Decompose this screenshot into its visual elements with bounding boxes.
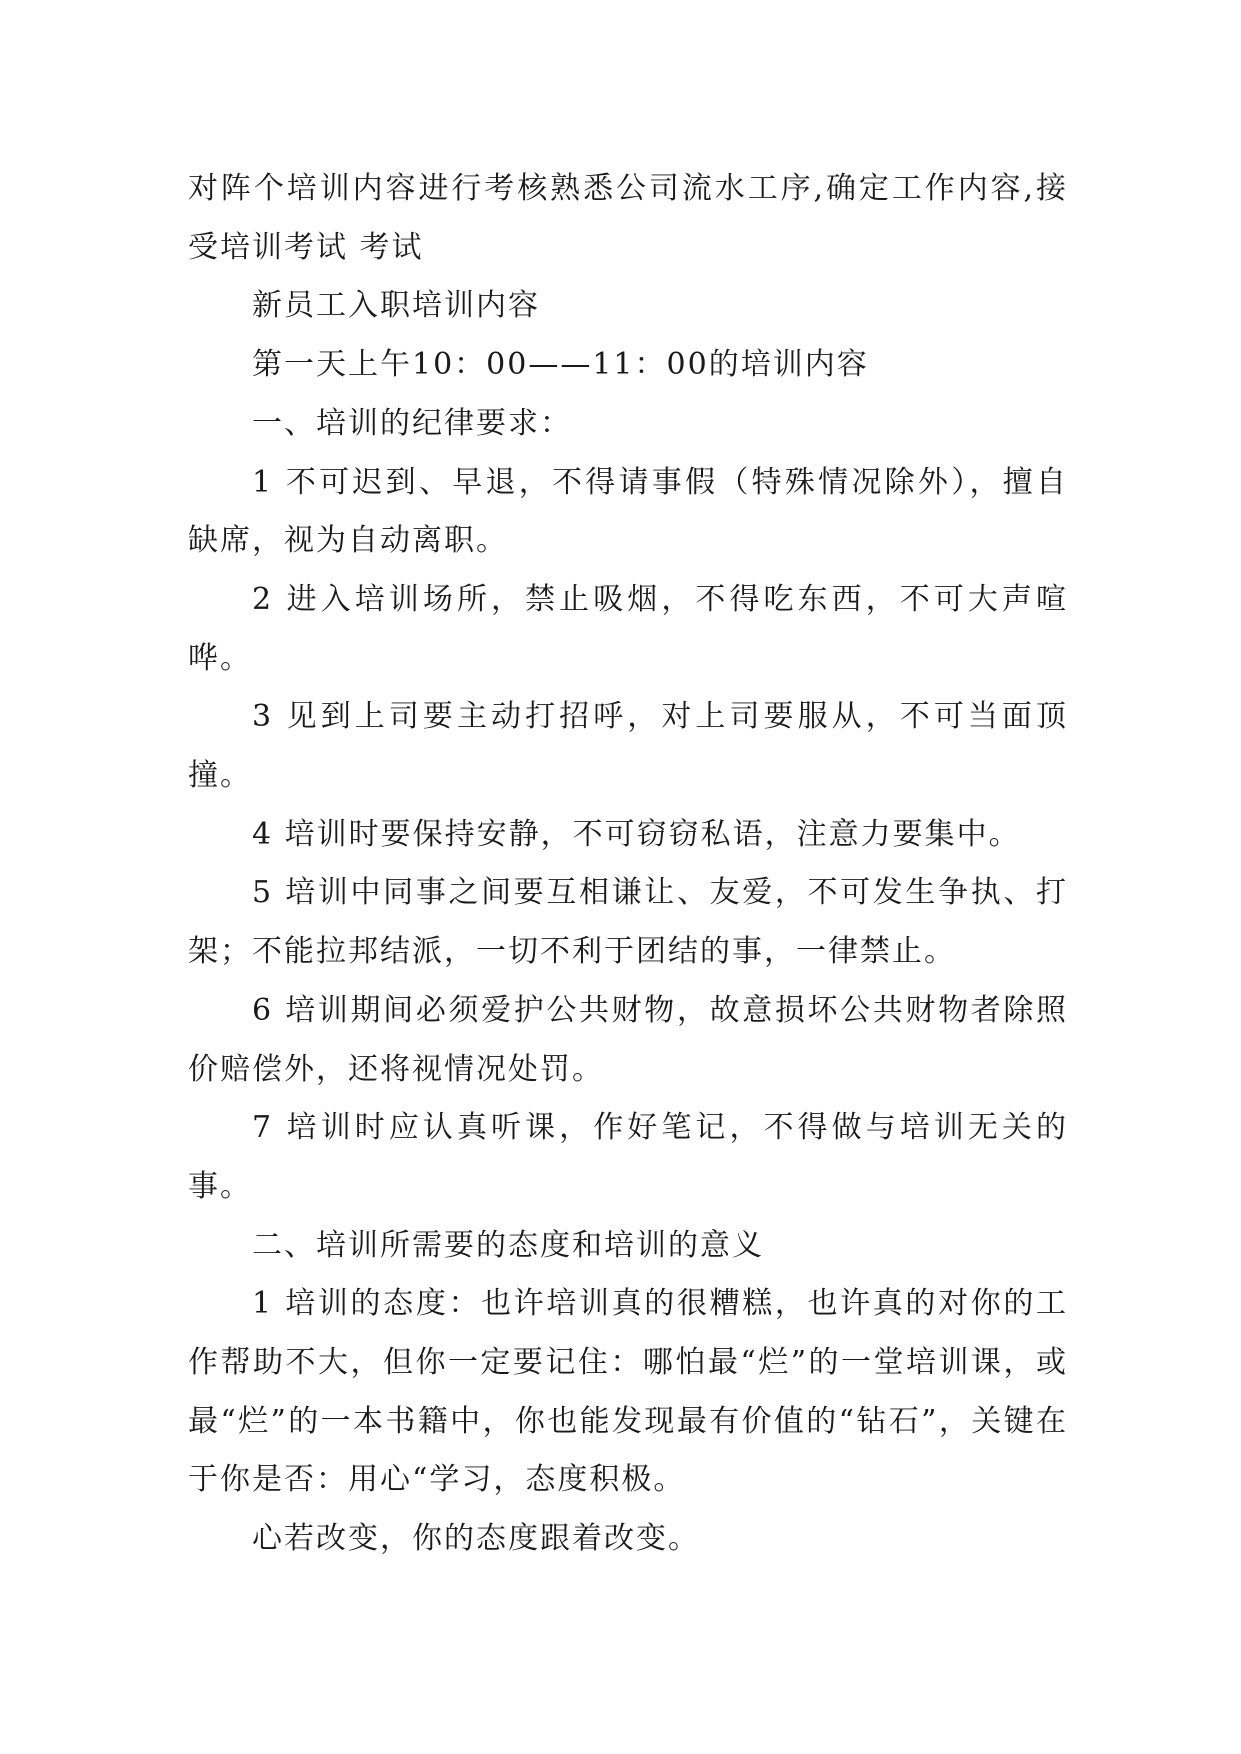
closing-paragraph: 心若改变，你的态度跟着改变。 [252, 1521, 700, 1557]
rule-item-6: 6 培训期间必须爱护公共财物，故意损坏公共财物者除照价赔偿外，还将视情况处罚。 [188, 992, 1068, 1087]
rule-item-5: 5 培训中同事之间要互相谦让、友爱，不可发生争执、打架；不能拉邦结派，一切不利于团结的事，一律禁止。 [188, 875, 1068, 970]
paragraph-intro: 对阵个培训内容进行考核熟悉公司流水工序,确定工作内容,接受培训考试 考试 [188, 171, 1068, 265]
rule-item-3: 3 见到上司要主动打招呼，对上司要服从，不可当面顶撞。 [188, 699, 1068, 794]
section-heading-discipline: 一、培训的纪律要求： [252, 405, 572, 441]
section-heading-attitude: 二、培训所需要的态度和培训的意义 [252, 1227, 764, 1263]
rule-item-7: 7 培训时应认真听课，作好笔记，不得做与培训无关的事。 [188, 1110, 1068, 1204]
document-body [188, 160, 1068, 1569]
paragraph-title: 新员工入职培训内容 [252, 288, 540, 324]
rule-item-1: 1 不可迟到、早退，不得请事假（特殊情况除外），擅自缺席，视为自动离职。 [188, 464, 1068, 559]
attitude-item-1: 1 培训的态度：也许培训真的很糟糕，也许真的对你的工作帮助不大，但你一定要记住：哪怕最“烂”的一堂培训课，或最“烂”的一本书籍中，你也能发现最有价值的“钻石”，关键在于你是否：用心“学习，态度积极。 [188, 1286, 1068, 1498]
rule-item-2: 2 进入培训场所，禁止吸烟，不得吃东西，不可大声喧哗。 [188, 581, 1068, 676]
paragraph-schedule: 第一天上午10：00——11：00的培训内容 [252, 347, 869, 383]
rule-item-4: 4 培训时要保持安静，不可窃窃私语，注意力要集中。 [252, 816, 1021, 852]
